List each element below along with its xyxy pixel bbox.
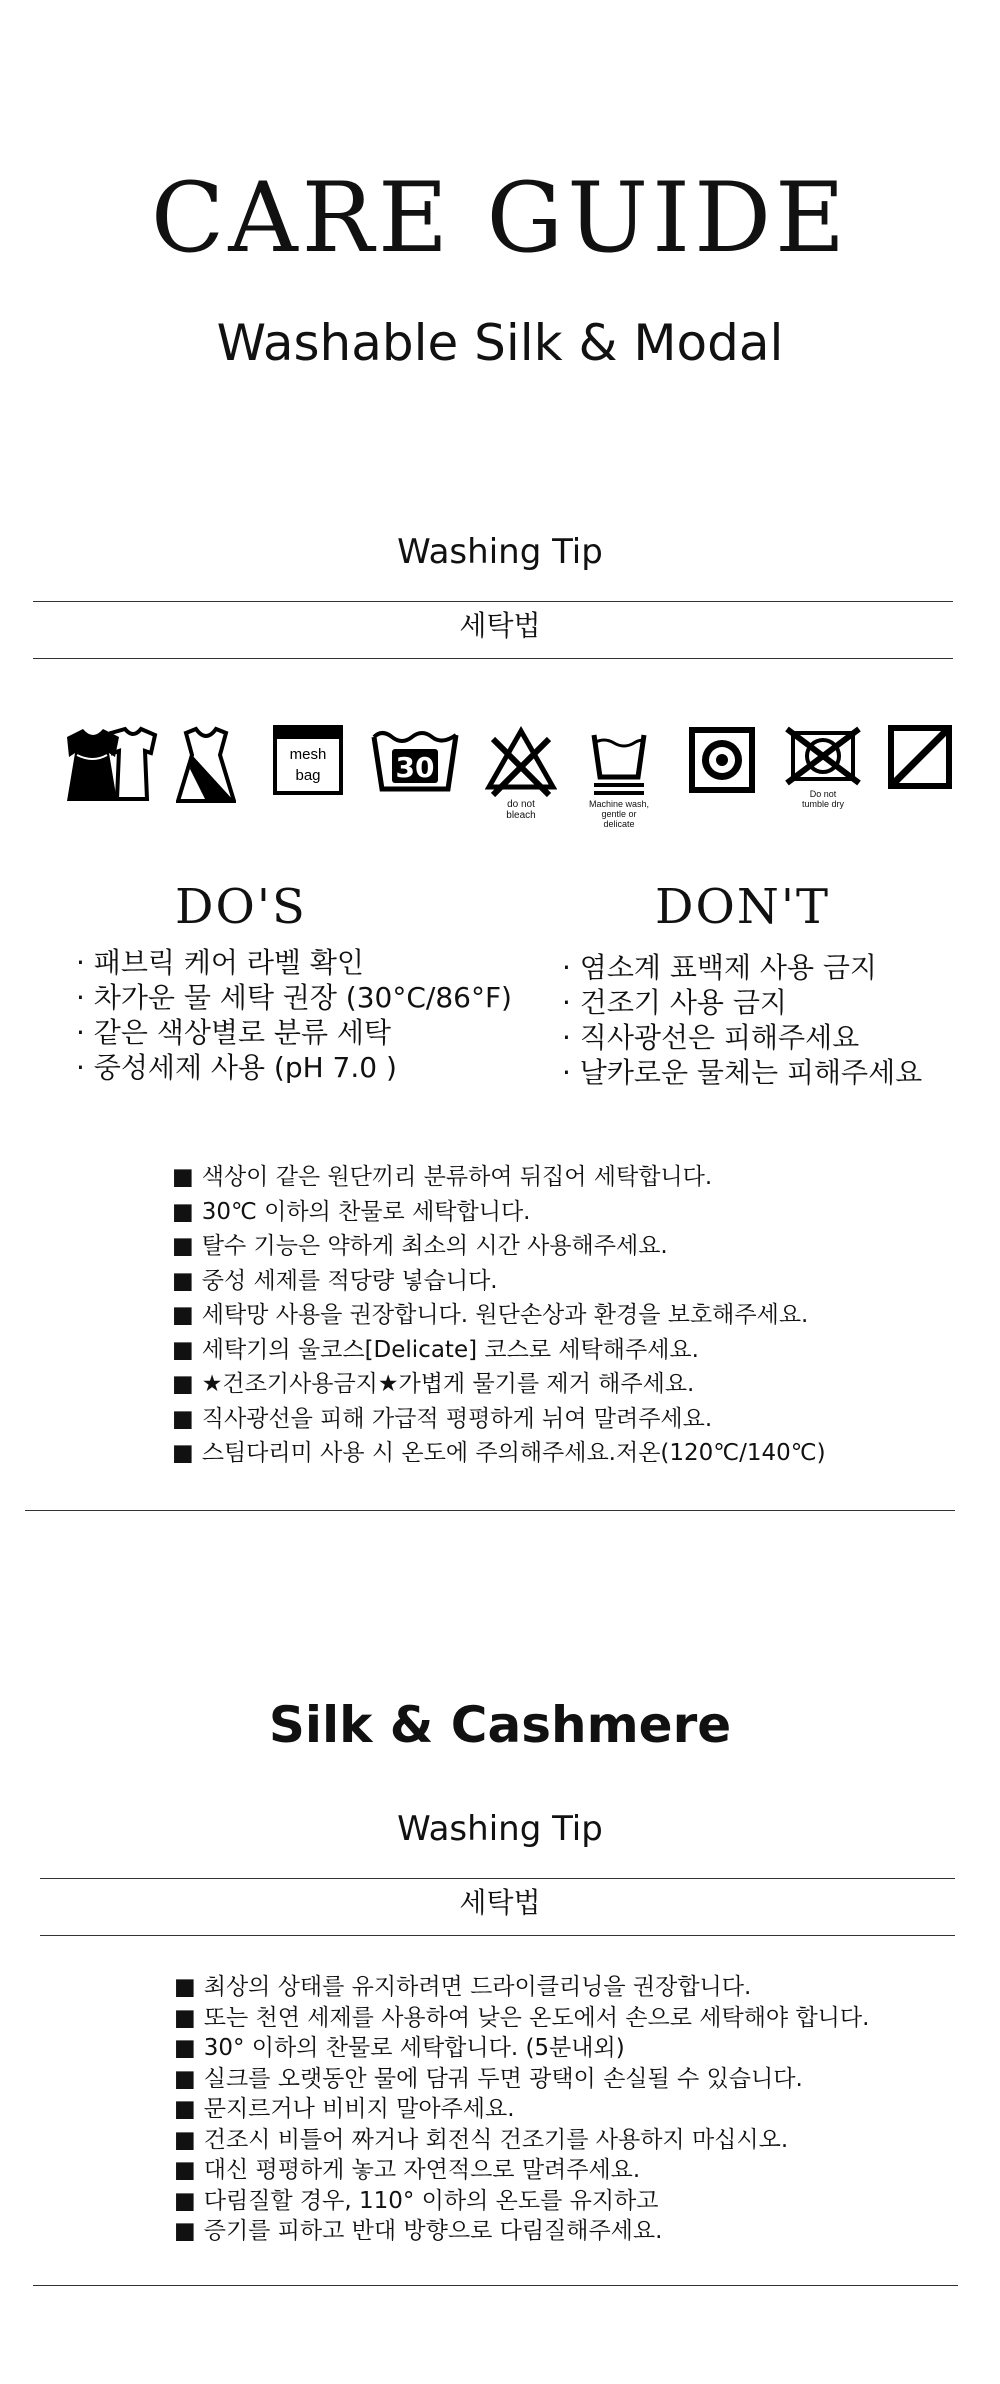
sort-colors-icon <box>63 725 158 805</box>
care-note <box>174 2216 974 2247</box>
care-note <box>172 1333 972 1368</box>
care-note <box>174 2155 974 2186</box>
donts-item: · 건조기 사용 금지 <box>562 986 787 1019</box>
care-note-text: 최상의 상태를 유지하려면 드라이클리닝을 권장합니다. <box>203 1974 752 2000</box>
care-note <box>174 1972 974 2003</box>
divider <box>40 1935 955 1936</box>
mesh-label: mesh <box>289 746 327 763</box>
washing-method-heading: 세탁법 <box>459 609 541 642</box>
divider <box>33 601 953 602</box>
care-note-text: 증기를 피하고 반대 방향으로 다림질해주세요. <box>203 2218 663 2244</box>
do-not-tumble-dry-caption: Do not tumble dry <box>801 789 845 809</box>
care-note-text: 30℃ 이하의 찬물로 세탁합니다. <box>201 1198 531 1225</box>
donts-list <box>562 950 982 1090</box>
care-note-text: 스팀다리미 사용 시 온도에 주의해주세요.저온(120℃/140℃) <box>201 1440 826 1466</box>
divider <box>33 2285 958 2286</box>
care-note-text: 탈수 기능은 약하게 최소의 시간 사용해주세요. <box>201 1233 668 1259</box>
care-note-text: 대신 평평하게 놓고 자연적으로 말려주세요. <box>203 2157 641 2183</box>
dos-item: · 같은 색상별로 분류 세탁 <box>76 1016 391 1049</box>
page-subtitle: Washable Silk & Modal <box>216 314 784 372</box>
bullet-icon: ■ <box>174 2187 196 2214</box>
bullet-icon: ■ <box>172 1267 194 1294</box>
bullet-icon: ■ <box>174 2096 196 2122</box>
turn-inside-out-icon <box>176 725 236 805</box>
do-not-bleach-caption: do not bleach <box>506 799 536 821</box>
mesh-bag-icon <box>273 725 343 795</box>
bullet-icon: ■ <box>174 1974 196 2000</box>
care-note-text: 건조시 비틀어 짜거나 회전식 건조기를 사용하지 마십시오. <box>203 2126 789 2153</box>
bullet-icon: ■ <box>174 2126 196 2153</box>
bullet-icon: ■ <box>172 1371 194 1397</box>
bullet-icon: ■ <box>172 1440 194 1466</box>
dry-in-shade-icon <box>888 725 952 789</box>
care-note-text: 30° 이하의 찬물로 세탁합니다. (5분내외) <box>203 2035 625 2061</box>
divider <box>25 1510 955 1511</box>
silk-care-notes-list <box>174 1972 974 2247</box>
dos-item: · 패브릭 케어 라벨 확인 <box>76 946 364 979</box>
bullet-icon: ■ <box>172 1405 194 1432</box>
care-note <box>172 1402 972 1437</box>
bullet-icon: ■ <box>172 1198 194 1225</box>
care-note <box>172 1160 972 1195</box>
washing-method-heading: 세탁법 <box>459 1886 541 1919</box>
dos-item: · 중성세제 사용 (pH 7.0 ) <box>76 1051 397 1084</box>
dos-item: · 차가운 물 세탁 권장 (30°C/86°F) <box>76 981 512 1014</box>
care-note-text: 다림질할 경우, 110° 이하의 온도를 유지하고 <box>203 2187 659 2214</box>
care-note-text: 문지르거나 비비지 말아주세요. <box>203 2096 515 2122</box>
bullet-icon: ■ <box>172 1233 194 1259</box>
machine-wash-caption: Machine wash, gentle or delicate <box>588 799 650 829</box>
dos-list <box>76 945 516 1085</box>
care-note <box>172 1436 972 1471</box>
donts-item: · 염소계 표백제 사용 금지 <box>562 951 877 984</box>
care-note <box>172 1195 972 1230</box>
bullet-icon: ■ <box>172 1336 194 1363</box>
machine-wash-gentle-icon <box>580 725 658 845</box>
bullet-icon: ■ <box>174 2035 196 2061</box>
bullet-icon: ■ <box>172 1302 194 1328</box>
bullet-icon: ■ <box>174 2218 196 2244</box>
care-note-text: 색상이 같은 원단끼리 분류하여 뒤집어 세탁합니다. <box>201 1164 713 1190</box>
washing-tip-heading: Washing Tip <box>397 532 603 572</box>
donts-item: · 날카로운 물체는 피해주세요 <box>562 1056 923 1089</box>
care-note <box>174 2125 974 2156</box>
care-note-text: 또는 천연 세제를 사용하여 낮은 온도에서 손으로 세탁해야 합니다. <box>203 2004 870 2031</box>
care-note-text: 실크를 오랫동안 물에 담궈 두면 광택이 손실될 수 있습니다. <box>203 2065 803 2092</box>
care-note <box>172 1264 972 1299</box>
bullet-icon: ■ <box>174 2004 196 2031</box>
care-note <box>174 2003 974 2034</box>
care-note <box>174 2094 974 2125</box>
divider <box>33 658 953 659</box>
care-note-text: 중성 세제를 적당량 넣습니다. <box>201 1267 498 1294</box>
bullet-icon: ■ <box>174 2065 196 2092</box>
care-note-text: 직사광선을 피해 가급적 평평하게 뉘여 말려주세요. <box>201 1405 713 1432</box>
care-note-text: ★건조기사용금지★가볍게 물기를 제거 해주세요. <box>201 1371 695 1397</box>
do-not-bleach-icon <box>485 725 557 845</box>
care-symbols-row <box>55 725 955 845</box>
care-note <box>172 1229 972 1264</box>
page-title: CARE GUIDE <box>150 162 850 274</box>
care-notes-list <box>172 1160 972 1471</box>
care-note <box>172 1298 972 1333</box>
silk-cashmere-title: Silk & Cashmere <box>268 1696 732 1754</box>
bullet-icon: ■ <box>172 1164 194 1190</box>
care-note-text: 세탁기의 울코스[Delicate] 코스로 세탁해주세요. <box>201 1336 699 1363</box>
donts-title: DON'T <box>655 879 831 935</box>
bag-label: bag <box>295 767 321 784</box>
wash-temperature: 30 <box>395 751 435 784</box>
care-note-text: 세탁망 사용을 권장합니다. 원단손상과 환경을 보호해주세요. <box>201 1302 809 1328</box>
care-note <box>172 1367 972 1402</box>
care-note <box>174 2033 974 2064</box>
care-note <box>174 2186 974 2217</box>
washing-tip-heading: Washing Tip <box>397 1809 603 1849</box>
wash-30-icon <box>370 725 460 795</box>
dos-title: DO'S <box>175 879 307 935</box>
donts-item: · 직사광선은 피해주세요 <box>562 1021 860 1054</box>
dry-clean-icon <box>687 725 757 795</box>
do-not-tumble-dry-icon <box>783 725 863 845</box>
care-note <box>174 2064 974 2095</box>
divider <box>40 1878 955 1879</box>
bullet-icon: ■ <box>174 2157 196 2183</box>
